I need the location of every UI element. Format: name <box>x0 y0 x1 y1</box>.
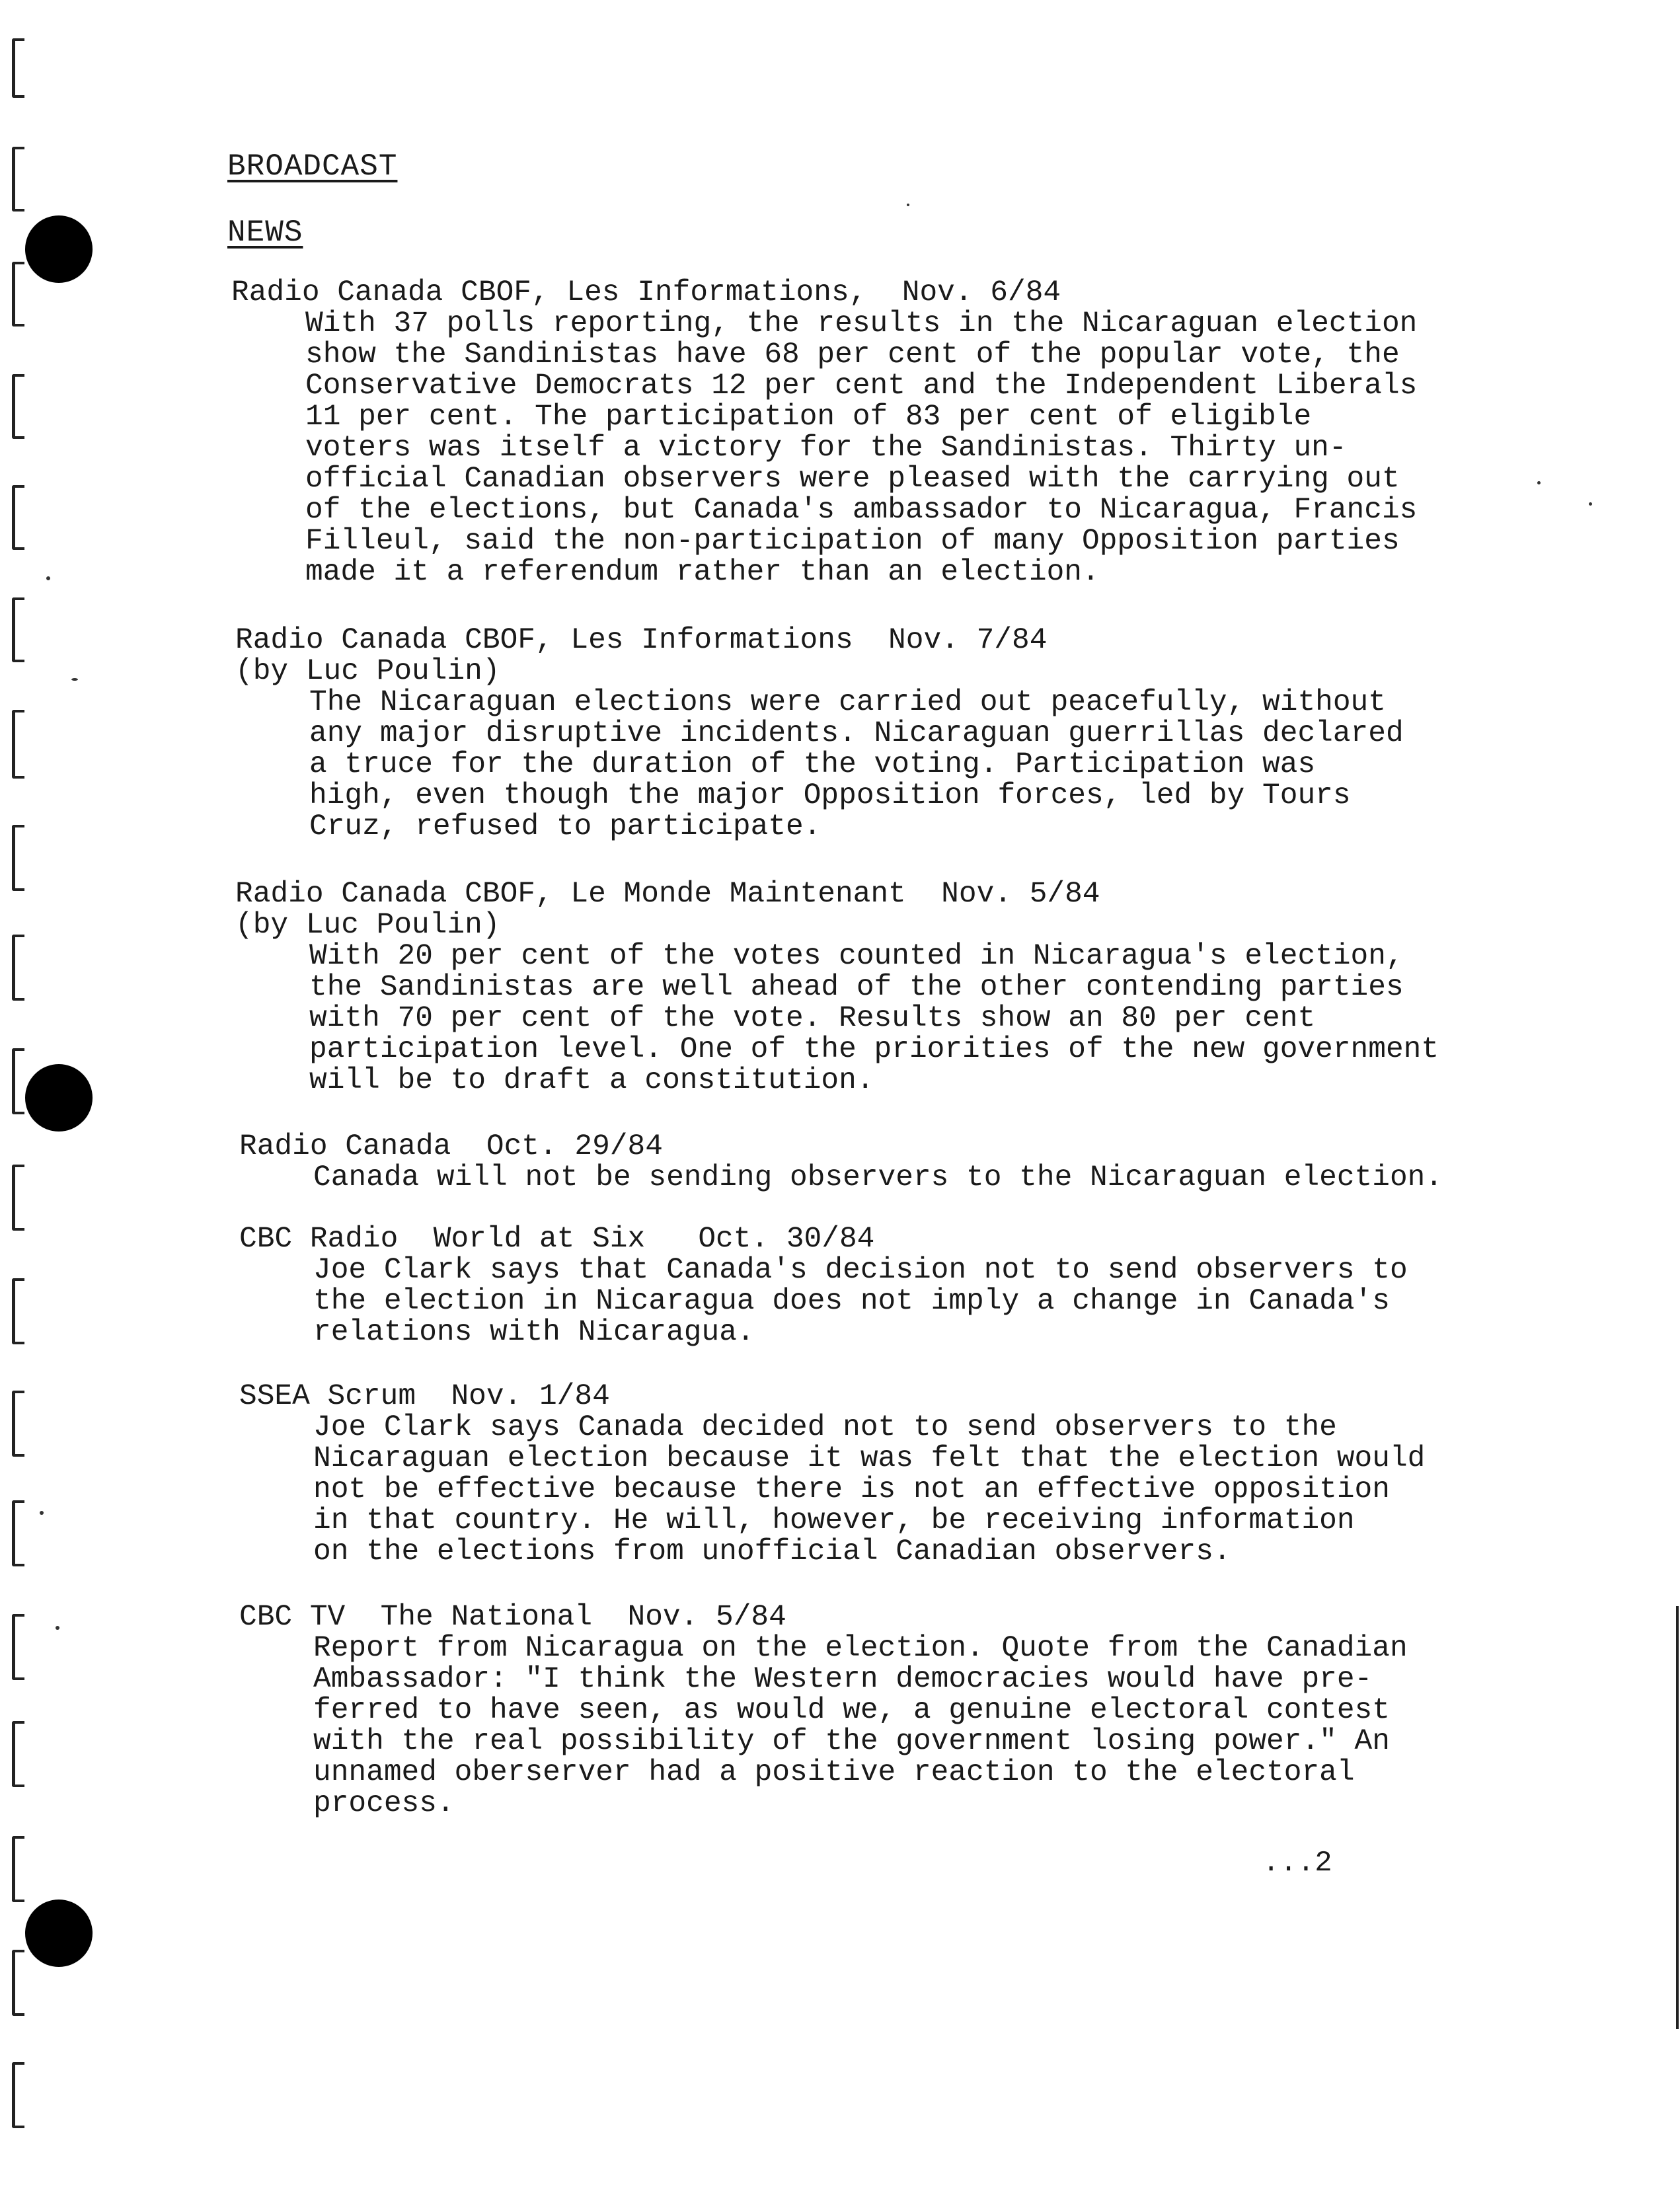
margin-bracket <box>12 1950 24 2016</box>
margin-bracket <box>12 1391 24 1457</box>
entry-byline: (by Luc Poulin) <box>235 909 500 942</box>
scan-edge <box>1676 1606 1679 2029</box>
news-entry <box>239 1381 1561 1568</box>
margin-bracket <box>12 1614 24 1680</box>
entry-source: CBC Radio World at Six Oct. 30/84 <box>239 1223 875 1256</box>
entry-body: Report from Nicaragua on the election. Quote from the Canadian Ambassador: "I think the Western democracies would have pre- ferred to have seen, as would we, a genuine electoral contest with the real possibility of the government losing power." An unnamed oberserver had a positive reaction to the electoral process. <box>313 1632 1408 1820</box>
margin-bracket <box>12 485 24 550</box>
page-continuation: ...2 <box>1262 1847 1332 1880</box>
margin-bracket <box>12 1165 24 1231</box>
entry-source: Radio Canada CBOF, Le Monde Maintenant Nov. 5/84 <box>235 878 1100 911</box>
news-entry <box>235 879 1557 1096</box>
entry-source: CBC TV The National Nov. 5/84 <box>239 1601 786 1634</box>
entry-source: Radio Canada Oct. 29/84 <box>239 1130 663 1163</box>
margin-bracket <box>12 1500 24 1566</box>
speck <box>46 576 50 580</box>
margin-bracket <box>12 710 24 779</box>
entry-source: Radio Canada CBOF, Les Informations, Nov. 6/84 <box>231 276 1061 309</box>
speck <box>1589 502 1592 506</box>
entry-body: Joe Clark says that Canada's decision not to send observers to the election in Nicaragua does not imply a change in Canada's relations with Nicaragua. <box>313 1254 1408 1349</box>
entry-body: Canada will not be sending observers to the Nicaraguan election. <box>313 1161 1443 1194</box>
entry-byline: (by Luc Poulin) <box>235 655 500 688</box>
entry-source: SSEA Scrum Nov. 1/84 <box>239 1380 610 1413</box>
margin-bracket <box>12 2062 24 2128</box>
punch-hole-icon <box>25 1900 93 1967</box>
margin-bracket <box>12 262 24 326</box>
punch-hole-icon <box>25 215 93 283</box>
entry-body: With 20 per cent of the votes counted in Nicaragua's election, the Sandinistas are well ahead of the other contending parties with 70 per cent of the vote. Results show an 80 per cent participation level. One of the priorities of the new government will be to draft a constitution. <box>309 940 1439 1097</box>
margin-bracket <box>12 935 24 1001</box>
news-entry <box>235 625 1557 843</box>
margin-bracket <box>12 1048 24 1114</box>
entry-source: Radio Canada CBOF, Les Informations Nov. 7/84 <box>235 624 1048 657</box>
margin-bracket <box>12 597 24 662</box>
margin-bracket <box>12 1836 24 1902</box>
subsection-heading: NEWS <box>227 215 303 250</box>
speck <box>907 204 909 206</box>
margin-bracket <box>12 1278 24 1344</box>
speck <box>56 1626 59 1630</box>
section-heading: BROADCAST <box>227 149 398 184</box>
margin-bracket <box>12 374 24 439</box>
binder-margin <box>0 0 106 2189</box>
margin-bracket <box>12 825 24 891</box>
entry-body: The Nicaraguan elections were carried out peacefully, without any major disruptive incidents. Nicaraguan guerrillas declared a truce for the duration of the voting. Participation was high, even though the major Opposition forces, led by Tours Cruz, refused to participate. <box>309 686 1404 843</box>
entry-body: Joe Clark says Canada decided not to send observers to the Nicaraguan election because it was felt that the election would not be effective because there is not an effective opposition in that country. He will, however, be receiving information on the elections from unofficial Canadian observers. <box>313 1411 1426 1568</box>
speck <box>71 678 78 681</box>
punch-hole-icon <box>25 1064 93 1132</box>
news-entry <box>239 1602 1561 1820</box>
news-entry <box>239 1224 1561 1348</box>
margin-bracket <box>12 147 24 211</box>
speck <box>40 1511 44 1515</box>
news-entry <box>239 1132 1561 1194</box>
entry-body: With 37 polls reporting, the results in the Nicaraguan election show the Sandinistas have 68 per cent of the popular vote, the Conservative Democrats 12 per cent and the Independent Liberals 11 per cent. The participation of 83 per cent of eligible voters was itself a victory for the Sandinistas. Thirty un- official Canadian observers were pleased with the carrying out of the elections, but Canada's ambassador to Nicaragua, Francis Filleul, said the non-participation of many Opposition parties made it a referendum rather than an election. <box>305 307 1418 589</box>
margin-bracket <box>12 1721 24 1787</box>
margin-bracket <box>12 38 24 98</box>
news-entry <box>231 278 1553 588</box>
